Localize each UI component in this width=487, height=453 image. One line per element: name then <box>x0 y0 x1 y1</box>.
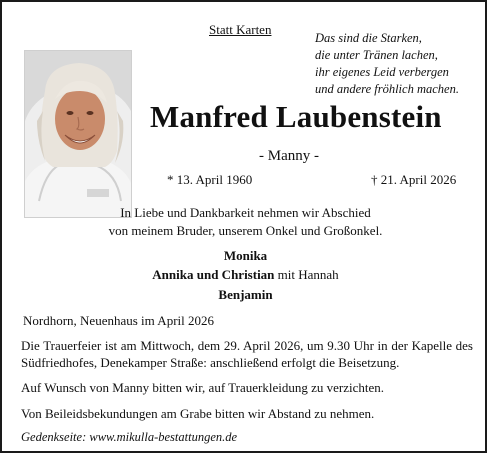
death-date: † 21. April 2026 <box>371 172 457 187</box>
condolence-request: Von Beileidsbekundungen am Grabe bitten wir Abstand zu nehmen. <box>21 406 375 421</box>
portrait-photo <box>24 50 132 218</box>
poem-line: die unter Tränen lachen, <box>315 48 438 62</box>
statt-karten-heading: Statt Karten <box>209 22 272 37</box>
mourner-line <box>2 267 487 283</box>
poem-line: und andere fröhlich machen. <box>315 82 459 96</box>
poem-line: ihr eigenes Leid verbergen <box>315 65 449 79</box>
farewell-line: In Liebe und Dankbarkeit nehmen wir Abschied <box>120 205 371 220</box>
deceased-name: Manfred Laubenstein <box>150 99 442 134</box>
mourner-names-rest: mit Hannah <box>274 267 339 282</box>
mourner-line: Monika <box>223 248 268 263</box>
birth-date: * 13. April 1960 <box>167 172 253 187</box>
poem <box>315 30 459 98</box>
portrait-illustration <box>25 51 131 217</box>
mourner-names-bold: Annika und Christian <box>152 267 275 282</box>
poem-line: Das sind die Starken, <box>315 31 422 45</box>
place-and-date: Nordhorn, Neuenhaus im April 2026 <box>23 313 215 328</box>
farewell-line: von meinem Bruder, unserem Onkel und Großonkel. <box>108 223 383 238</box>
clothing-request: Auf Wunsch von Manny bitten wir, auf Trauerkleidung zu verzichten. <box>21 380 384 395</box>
deceased-nickname: - Manny - <box>259 148 319 164</box>
mourner-line: Benjamin <box>218 287 273 302</box>
funeral-details: Die Trauerfeier ist am Mittwoch, dem 29. April 2026, um 9.30 Uhr in der Kapelle des Südfriedhofes, Denekamper Straße: anschließend erfolgt die Beisetzung. <box>21 338 473 370</box>
memorial-page-link[interactable]: Gedenkseite: www.mikulla-bestattungen.de <box>21 430 238 444</box>
